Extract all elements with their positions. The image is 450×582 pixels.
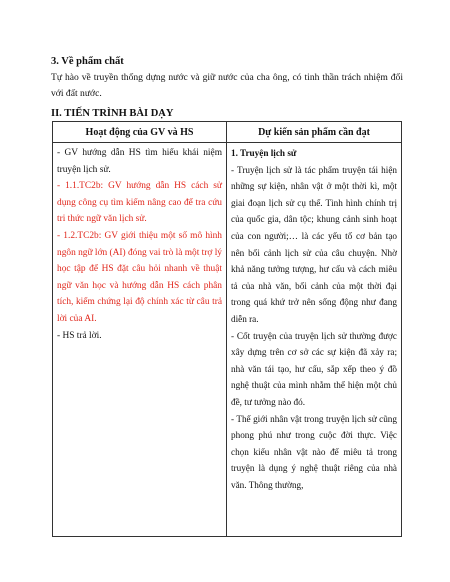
activity-item-ai-assistant: - 1.2.TC2b: GV giới thiệu một số mô hình ngôn ngữ lớn (AI) đóng vai trò là một trợ lý học tập để HS đặt câu hỏi nhanh về thuật ngữ văn học và hướng dẫn HS cách phân tích, kiểm chứng lại độ chính xác từ câu trả lời của AI. — [57, 230, 222, 324]
activity-item: - GV hướng dẫn HS tìm hiểu khái niệm truyện lịch sử. — [57, 148, 222, 175]
activities-cell — [53, 143, 227, 537]
section-qualities-text: Tự hào về truyền thống dựng nước và giữ nước của cha ông, có tinh thần trách nhiệm đối với đất nước. — [51, 72, 403, 99]
header-expected-products: Dự kiến sản phẩm cần đạt — [227, 122, 402, 143]
expected-products-cell — [227, 143, 402, 537]
table-row — [53, 143, 402, 537]
activity-item-search-tools: - 1.1.TC2b: GV hướng dẫn HS cách sử dụng công cụ tìm kiếm nâng cao để tra cứu tri thức ngữ văn lịch sử. — [57, 181, 222, 225]
table-header-row — [53, 122, 402, 143]
product-paragraph: - Thế giới nhân vật trong truyện lịch sử cũng phong phú như trong cuộc đời thực. Việc chọn kiểu nhân vật nào để miêu tả trong truyện là dụng ý nghệ thuật riêng của nhà văn. Thông thường, — [231, 413, 397, 490]
product-paragraph: - Cốt truyện của truyện lịch sử thường được xây dựng trên cơ sở các sự kiện đã xảy ra; nhà văn tái tạo, hư cấu, sắp xếp theo ý đồ nghệ thuật của mình nhằm thể hiện một chủ đề, tư tưởng nào đó. — [231, 330, 397, 407]
section-heading-qualities: 3. Về phẩm chất — [51, 56, 124, 67]
section-heading-process: II. TIẾN TRÌNH BÀI DẠY — [51, 108, 174, 119]
header-teacher-student-activities: Hoạt động của GV và HS — [53, 122, 227, 143]
product-title: 1. Truyện lịch sử — [231, 148, 297, 158]
product-paragraph: - Truyện lịch sử là tác phẩm truyện tái hiện những sự kiện, nhân vật ở một thời kì, một giai đoạn lịch sử cụ thể. Tình hình chính trị của quốc gia, dân tộc; khung cảnh sinh hoạt của con người;… là các yếu tố cơ bản tạo nên bối cảnh lịch sử của câu chuyện. Nhờ khả năng tưởng tượng, hư cấu và cách miêu tả của nhà văn, bối cảnh của một thời đại trong quá khứ trở nên sống động như đang diễn ra. — [231, 164, 397, 324]
activity-item: - HS trả lời. — [57, 330, 102, 341]
lesson-table — [52, 121, 402, 537]
